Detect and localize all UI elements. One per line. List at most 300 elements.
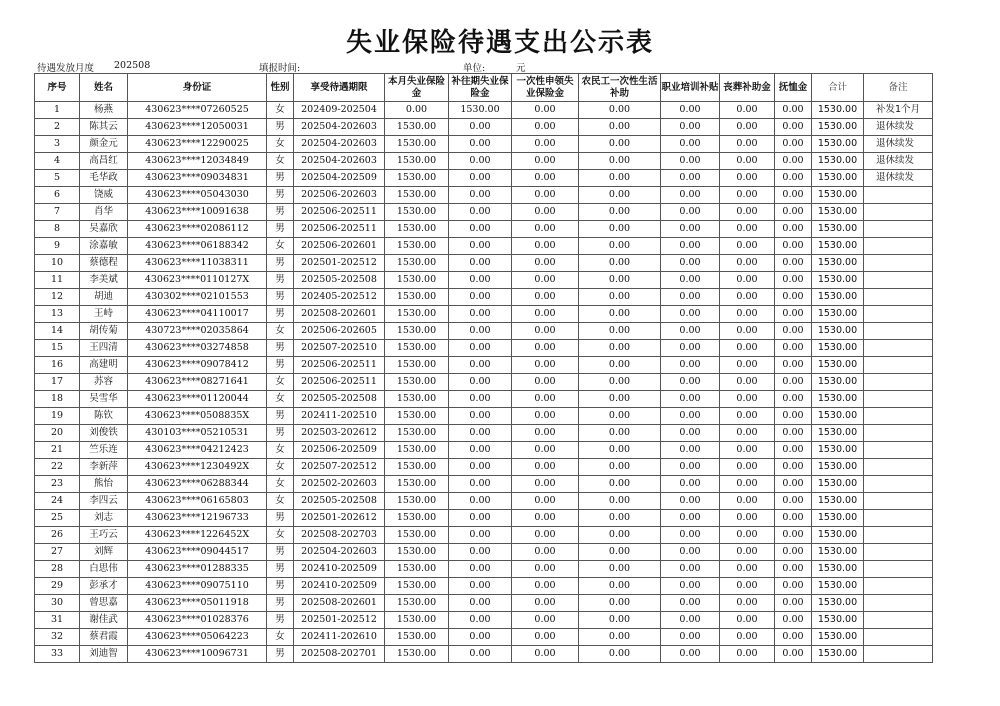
row-funeral-subsidy: 0.00	[720, 425, 775, 442]
table-row	[35, 255, 933, 272]
row-lump-sum: 0.00	[512, 578, 579, 595]
row-migrant-subsidy: 0.00	[579, 476, 661, 493]
row-monthly-benefit: 1530.00	[385, 374, 449, 391]
row-pension: 0.00	[775, 459, 812, 476]
row-funeral-subsidy: 0.00	[720, 119, 775, 136]
unit-value: 元	[516, 63, 526, 74]
row-index: 29	[35, 578, 80, 595]
row-pension: 0.00	[775, 561, 812, 578]
row-training-subsidy: 0.00	[661, 510, 720, 527]
row-total: 1530.00	[812, 493, 864, 510]
row-funeral-subsidy: 0.00	[720, 204, 775, 221]
row-monthly-benefit: 1530.00	[385, 170, 449, 187]
row-migrant-subsidy: 0.00	[579, 170, 661, 187]
table-row	[35, 544, 933, 561]
row-lump-sum: 0.00	[512, 119, 579, 136]
row-back-pay: 0.00	[449, 238, 512, 255]
row-total: 1530.00	[812, 255, 864, 272]
row-name: 李新萍	[80, 459, 128, 476]
table-row	[35, 102, 933, 119]
row-back-pay: 0.00	[449, 306, 512, 323]
row-index: 28	[35, 561, 80, 578]
table-row	[35, 204, 933, 221]
row-gender: 女	[267, 153, 294, 170]
row-index: 10	[35, 255, 80, 272]
row-funeral-subsidy: 0.00	[720, 357, 775, 374]
row-funeral-subsidy: 0.00	[720, 561, 775, 578]
row-name: 肖华	[80, 204, 128, 221]
row-total: 1530.00	[812, 289, 864, 306]
row-remarks	[864, 561, 933, 578]
table-row	[35, 527, 933, 544]
row-remarks	[864, 374, 933, 391]
row-remarks	[864, 527, 933, 544]
row-training-subsidy: 0.00	[661, 153, 720, 170]
row-funeral-subsidy: 0.00	[720, 476, 775, 493]
row-monthly-benefit: 1530.00	[385, 323, 449, 340]
row-pension: 0.00	[775, 102, 812, 119]
row-remarks	[864, 204, 933, 221]
row-name: 吴嘉欣	[80, 221, 128, 238]
row-lump-sum: 0.00	[512, 170, 579, 187]
row-period: 202506-202511	[294, 221, 385, 238]
row-gender: 男	[267, 187, 294, 204]
row-id-card: 430623****01028376	[128, 612, 267, 629]
month-value: 202508	[114, 60, 151, 71]
row-lump-sum: 0.00	[512, 561, 579, 578]
row-gender: 男	[267, 561, 294, 578]
row-lump-sum: 0.00	[512, 595, 579, 612]
row-funeral-subsidy: 0.00	[720, 272, 775, 289]
table-row	[35, 153, 933, 170]
row-id-card: 430623****10091638	[128, 204, 267, 221]
row-back-pay: 0.00	[449, 646, 512, 663]
row-pension: 0.00	[775, 527, 812, 544]
row-index: 25	[35, 510, 80, 527]
row-remarks	[864, 306, 933, 323]
row-monthly-benefit: 1530.00	[385, 612, 449, 629]
table-row	[35, 510, 933, 527]
row-training-subsidy: 0.00	[661, 391, 720, 408]
row-remarks	[864, 408, 933, 425]
row-monthly-benefit: 1530.00	[385, 544, 449, 561]
row-id-card: 430623****06188342	[128, 238, 267, 255]
row-remarks	[864, 476, 933, 493]
row-name: 杨燕	[80, 102, 128, 119]
row-training-subsidy: 0.00	[661, 221, 720, 238]
row-period: 202411-202510	[294, 408, 385, 425]
row-name: 胡传菊	[80, 323, 128, 340]
row-lump-sum: 0.00	[512, 493, 579, 510]
row-gender: 女	[267, 323, 294, 340]
row-remarks	[864, 425, 933, 442]
row-monthly-benefit: 0.00	[385, 102, 449, 119]
row-funeral-subsidy: 0.00	[720, 459, 775, 476]
row-remarks	[864, 272, 933, 289]
row-gender: 男	[267, 646, 294, 663]
row-migrant-subsidy: 0.00	[579, 544, 661, 561]
row-pension: 0.00	[775, 119, 812, 136]
row-id-card: 430623****05011918	[128, 595, 267, 612]
row-monthly-benefit: 1530.00	[385, 357, 449, 374]
row-pension: 0.00	[775, 153, 812, 170]
row-total: 1530.00	[812, 578, 864, 595]
row-pension: 0.00	[775, 272, 812, 289]
row-migrant-subsidy: 0.00	[579, 255, 661, 272]
row-total: 1530.00	[812, 544, 864, 561]
row-name: 吴雪华	[80, 391, 128, 408]
row-total: 1530.00	[812, 357, 864, 374]
row-lump-sum: 0.00	[512, 187, 579, 204]
row-total: 1530.00	[812, 612, 864, 629]
row-period: 202507-202510	[294, 340, 385, 357]
row-remarks	[864, 510, 933, 527]
row-period: 202411-202610	[294, 629, 385, 646]
row-monthly-benefit: 1530.00	[385, 391, 449, 408]
row-remarks	[864, 612, 933, 629]
row-migrant-subsidy: 0.00	[579, 391, 661, 408]
row-funeral-subsidy: 0.00	[720, 510, 775, 527]
row-lump-sum: 0.00	[512, 238, 579, 255]
row-training-subsidy: 0.00	[661, 459, 720, 476]
row-id-card: 430623****09078412	[128, 357, 267, 374]
row-period: 202506-202509	[294, 442, 385, 459]
row-id-card: 430623****06165803	[128, 493, 267, 510]
row-training-subsidy: 0.00	[661, 442, 720, 459]
row-monthly-benefit: 1530.00	[385, 442, 449, 459]
row-training-subsidy: 0.00	[661, 629, 720, 646]
row-id-card: 430623****12050031	[128, 119, 267, 136]
row-training-subsidy: 0.00	[661, 170, 720, 187]
row-id-card: 430623****12034849	[128, 153, 267, 170]
row-remarks	[864, 459, 933, 476]
row-lump-sum: 0.00	[512, 306, 579, 323]
row-remarks	[864, 544, 933, 561]
row-remarks: 退休续发	[864, 170, 933, 187]
row-index: 18	[35, 391, 80, 408]
row-gender: 男	[267, 289, 294, 306]
header-funeral-subsidy: 丧葬补助金	[720, 74, 775, 102]
row-remarks: 退休续发	[864, 153, 933, 170]
row-lump-sum: 0.00	[512, 544, 579, 561]
row-lump-sum: 0.00	[512, 204, 579, 221]
row-pension: 0.00	[775, 323, 812, 340]
row-period: 202405-202512	[294, 289, 385, 306]
row-lump-sum: 0.00	[512, 510, 579, 527]
row-name: 李四云	[80, 493, 128, 510]
row-migrant-subsidy: 0.00	[579, 493, 661, 510]
row-name: 竺乐连	[80, 442, 128, 459]
row-back-pay: 0.00	[449, 612, 512, 629]
row-period: 202505-202508	[294, 272, 385, 289]
row-training-subsidy: 0.00	[661, 527, 720, 544]
row-id-card: 430103****05210531	[128, 425, 267, 442]
header-index: 序号	[35, 74, 80, 102]
row-id-card: 430623****08271641	[128, 374, 267, 391]
row-migrant-subsidy: 0.00	[579, 357, 661, 374]
row-migrant-subsidy: 0.00	[579, 289, 661, 306]
table-row	[35, 442, 933, 459]
row-total: 1530.00	[812, 459, 864, 476]
row-monthly-benefit: 1530.00	[385, 238, 449, 255]
row-back-pay: 0.00	[449, 442, 512, 459]
row-total: 1530.00	[812, 527, 864, 544]
row-index: 3	[35, 136, 80, 153]
row-remarks	[864, 238, 933, 255]
row-id-card: 430623****05064223	[128, 629, 267, 646]
row-gender: 男	[267, 578, 294, 595]
row-id-card: 430623****01120044	[128, 391, 267, 408]
row-migrant-subsidy: 0.00	[579, 629, 661, 646]
row-name: 蔡君霞	[80, 629, 128, 646]
row-migrant-subsidy: 0.00	[579, 595, 661, 612]
row-migrant-subsidy: 0.00	[579, 459, 661, 476]
row-id-card: 430623****11038311	[128, 255, 267, 272]
row-monthly-benefit: 1530.00	[385, 510, 449, 527]
row-training-subsidy: 0.00	[661, 204, 720, 221]
row-period: 202504-202603	[294, 119, 385, 136]
row-gender: 男	[267, 204, 294, 221]
row-index: 22	[35, 459, 80, 476]
row-index: 14	[35, 323, 80, 340]
row-name: 王峙	[80, 306, 128, 323]
row-index: 13	[35, 306, 80, 323]
table-row	[35, 272, 933, 289]
row-name: 刘迪智	[80, 646, 128, 663]
row-total: 1530.00	[812, 102, 864, 119]
row-gender: 女	[267, 374, 294, 391]
row-id-card: 430623****04110017	[128, 306, 267, 323]
row-period: 202508-202601	[294, 306, 385, 323]
row-index: 11	[35, 272, 80, 289]
row-migrant-subsidy: 0.00	[579, 221, 661, 238]
row-funeral-subsidy: 0.00	[720, 323, 775, 340]
row-lump-sum: 0.00	[512, 374, 579, 391]
row-name: 饶威	[80, 187, 128, 204]
row-index: 12	[35, 289, 80, 306]
row-total: 1530.00	[812, 306, 864, 323]
row-total: 1530.00	[812, 136, 864, 153]
row-funeral-subsidy: 0.00	[720, 187, 775, 204]
row-gender: 女	[267, 493, 294, 510]
row-pension: 0.00	[775, 204, 812, 221]
row-gender: 女	[267, 629, 294, 646]
row-pension: 0.00	[775, 187, 812, 204]
row-back-pay: 0.00	[449, 561, 512, 578]
row-id-card: 430623****03274858	[128, 340, 267, 357]
table-row	[35, 136, 933, 153]
table-row	[35, 476, 933, 493]
row-name: 涂嘉敏	[80, 238, 128, 255]
row-back-pay: 0.00	[449, 170, 512, 187]
row-training-subsidy: 0.00	[661, 187, 720, 204]
row-back-pay: 0.00	[449, 408, 512, 425]
row-gender: 女	[267, 527, 294, 544]
row-back-pay: 0.00	[449, 272, 512, 289]
month-label: 待遇发放月度	[37, 63, 95, 74]
row-index: 17	[35, 374, 80, 391]
row-monthly-benefit: 1530.00	[385, 476, 449, 493]
row-id-card: 430623****09034831	[128, 170, 267, 187]
row-gender: 男	[267, 612, 294, 629]
row-migrant-subsidy: 0.00	[579, 323, 661, 340]
row-gender: 女	[267, 476, 294, 493]
row-back-pay: 0.00	[449, 629, 512, 646]
row-funeral-subsidy: 0.00	[720, 442, 775, 459]
row-training-subsidy: 0.00	[661, 289, 720, 306]
row-back-pay: 0.00	[449, 476, 512, 493]
row-training-subsidy: 0.00	[661, 544, 720, 561]
row-pension: 0.00	[775, 136, 812, 153]
row-training-subsidy: 0.00	[661, 136, 720, 153]
row-lump-sum: 0.00	[512, 408, 579, 425]
row-training-subsidy: 0.00	[661, 612, 720, 629]
row-lump-sum: 0.00	[512, 102, 579, 119]
row-funeral-subsidy: 0.00	[720, 612, 775, 629]
row-gender: 男	[267, 408, 294, 425]
row-funeral-subsidy: 0.00	[720, 629, 775, 646]
row-monthly-benefit: 1530.00	[385, 459, 449, 476]
row-training-subsidy: 0.00	[661, 119, 720, 136]
unit-label: 单位:	[463, 63, 486, 74]
row-migrant-subsidy: 0.00	[579, 153, 661, 170]
row-period: 202508-202601	[294, 595, 385, 612]
row-gender: 男	[267, 255, 294, 272]
row-pension: 0.00	[775, 595, 812, 612]
row-monthly-benefit: 1530.00	[385, 153, 449, 170]
row-back-pay: 0.00	[449, 544, 512, 561]
row-funeral-subsidy: 0.00	[720, 646, 775, 663]
row-id-card: 430723****02035864	[128, 323, 267, 340]
row-pension: 0.00	[775, 374, 812, 391]
row-period: 202501-202512	[294, 255, 385, 272]
row-migrant-subsidy: 0.00	[579, 306, 661, 323]
row-lump-sum: 0.00	[512, 527, 579, 544]
row-back-pay: 0.00	[449, 374, 512, 391]
table-row	[35, 170, 933, 187]
row-monthly-benefit: 1530.00	[385, 629, 449, 646]
table-row	[35, 425, 933, 442]
row-funeral-subsidy: 0.00	[720, 170, 775, 187]
row-monthly-benefit: 1530.00	[385, 272, 449, 289]
row-remarks	[864, 187, 933, 204]
row-period: 202504-202603	[294, 136, 385, 153]
row-lump-sum: 0.00	[512, 289, 579, 306]
row-training-subsidy: 0.00	[661, 374, 720, 391]
row-period: 202503-202612	[294, 425, 385, 442]
row-id-card: 430623****12290025	[128, 136, 267, 153]
row-pension: 0.00	[775, 612, 812, 629]
table-row	[35, 187, 933, 204]
row-lump-sum: 0.00	[512, 391, 579, 408]
row-lump-sum: 0.00	[512, 255, 579, 272]
row-total: 1530.00	[812, 340, 864, 357]
row-back-pay: 1530.00	[449, 102, 512, 119]
row-training-subsidy: 0.00	[661, 323, 720, 340]
table-row	[35, 578, 933, 595]
row-gender: 男	[267, 306, 294, 323]
row-monthly-benefit: 1530.00	[385, 595, 449, 612]
row-id-card: 430623****0110127X	[128, 272, 267, 289]
row-pension: 0.00	[775, 289, 812, 306]
row-monthly-benefit: 1530.00	[385, 493, 449, 510]
row-id-card: 430623****1226452X	[128, 527, 267, 544]
row-funeral-subsidy: 0.00	[720, 527, 775, 544]
row-funeral-subsidy: 0.00	[720, 289, 775, 306]
header-migrant-subsidy: 农民工一次性生活补助	[579, 74, 661, 102]
table-row	[35, 459, 933, 476]
row-pension: 0.00	[775, 221, 812, 238]
row-period: 202508-202703	[294, 527, 385, 544]
row-remarks	[864, 357, 933, 374]
row-total: 1530.00	[812, 119, 864, 136]
row-funeral-subsidy: 0.00	[720, 255, 775, 272]
row-name: 熊怡	[80, 476, 128, 493]
row-monthly-benefit: 1530.00	[385, 119, 449, 136]
row-training-subsidy: 0.00	[661, 578, 720, 595]
row-id-card: 430302****02101553	[128, 289, 267, 306]
row-gender: 男	[267, 221, 294, 238]
row-remarks	[864, 391, 933, 408]
row-back-pay: 0.00	[449, 578, 512, 595]
row-gender: 男	[267, 119, 294, 136]
row-migrant-subsidy: 0.00	[579, 204, 661, 221]
row-monthly-benefit: 1530.00	[385, 527, 449, 544]
row-funeral-subsidy: 0.00	[720, 595, 775, 612]
row-migrant-subsidy: 0.00	[579, 561, 661, 578]
row-training-subsidy: 0.00	[661, 238, 720, 255]
row-index: 23	[35, 476, 80, 493]
benefit-table	[34, 73, 933, 663]
row-period: 202504-202603	[294, 153, 385, 170]
row-remarks	[864, 578, 933, 595]
row-monthly-benefit: 1530.00	[385, 255, 449, 272]
row-lump-sum: 0.00	[512, 323, 579, 340]
row-name: 刘辉	[80, 544, 128, 561]
row-pension: 0.00	[775, 238, 812, 255]
row-back-pay: 0.00	[449, 527, 512, 544]
row-lump-sum: 0.00	[512, 357, 579, 374]
row-remarks	[864, 289, 933, 306]
row-monthly-benefit: 1530.00	[385, 136, 449, 153]
row-id-card: 430623****02086112	[128, 221, 267, 238]
row-migrant-subsidy: 0.00	[579, 187, 661, 204]
row-pension: 0.00	[775, 306, 812, 323]
row-index: 26	[35, 527, 80, 544]
row-index: 19	[35, 408, 80, 425]
row-gender: 男	[267, 425, 294, 442]
row-lump-sum: 0.00	[512, 612, 579, 629]
row-migrant-subsidy: 0.00	[579, 425, 661, 442]
row-index: 30	[35, 595, 80, 612]
row-id-card: 430623****01288335	[128, 561, 267, 578]
row-pension: 0.00	[775, 357, 812, 374]
row-training-subsidy: 0.00	[661, 102, 720, 119]
row-pension: 0.00	[775, 544, 812, 561]
row-total: 1530.00	[812, 272, 864, 289]
row-gender: 女	[267, 459, 294, 476]
row-gender: 男	[267, 170, 294, 187]
row-back-pay: 0.00	[449, 255, 512, 272]
row-back-pay: 0.00	[449, 357, 512, 374]
row-funeral-subsidy: 0.00	[720, 374, 775, 391]
row-gender: 女	[267, 442, 294, 459]
row-total: 1530.00	[812, 408, 864, 425]
header-id-card: 身份证	[128, 74, 267, 102]
row-pension: 0.00	[775, 170, 812, 187]
row-period: 202507-202512	[294, 459, 385, 476]
row-lump-sum: 0.00	[512, 136, 579, 153]
